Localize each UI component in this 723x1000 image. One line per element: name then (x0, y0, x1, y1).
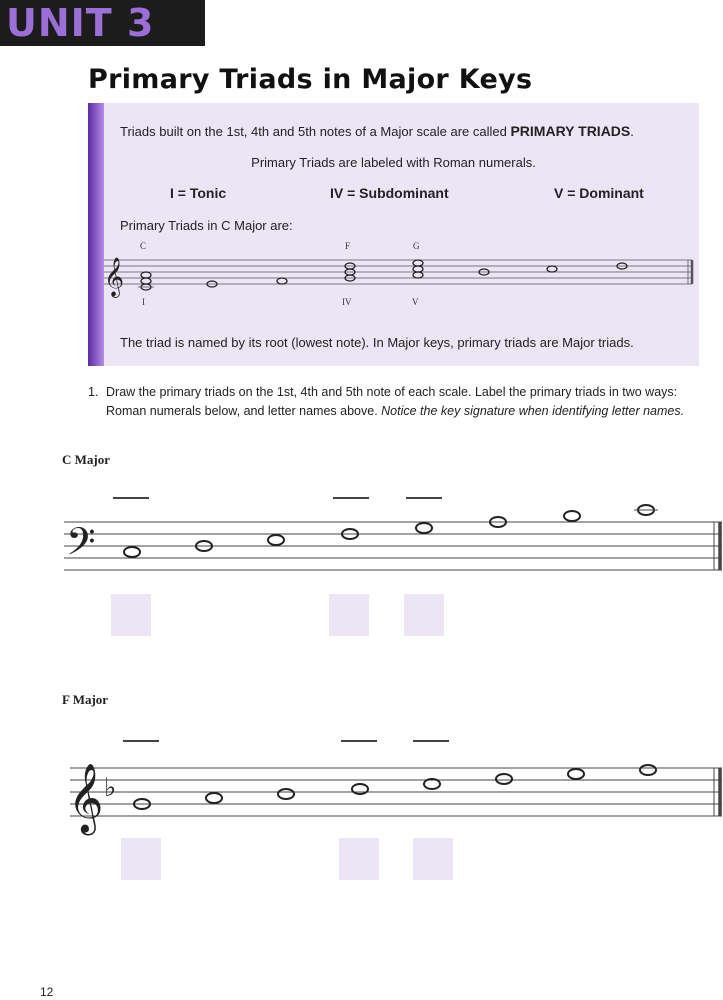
c-major-staff (64, 510, 723, 580)
definition-line (120, 123, 634, 139)
definition-text: Triads built on the 1st, 4th and 5th notes of a Major scale are called (120, 124, 511, 139)
example-staff (104, 250, 696, 298)
numeral-box-1[interactable] (121, 838, 161, 880)
page-title: Primary Triads in Major Keys (88, 64, 533, 95)
treble-clef-icon: 𝄞 (104, 257, 125, 297)
instruction (88, 383, 698, 421)
subdominant-definition: IV = Subdominant (330, 185, 449, 201)
example-letter-g: G (413, 241, 420, 251)
example-numeral-iv: IV (342, 297, 352, 307)
example-letter-c: C (140, 241, 147, 251)
tonic-definition: I = Tonic (170, 185, 227, 201)
numeral-box-4[interactable] (339, 838, 379, 880)
info-box (88, 103, 699, 366)
example-numeral-v: V (412, 297, 419, 307)
definition-period: . (630, 124, 634, 139)
letter-blank-5[interactable] (413, 740, 449, 742)
instruction-text: Draw the primary triads on the 1st, 4th and 5th note of each scale. Label the primary triads in two ways: Roman numerals below, and letter names above. (106, 385, 678, 418)
letter-blank-1[interactable] (123, 740, 159, 742)
letter-blank-4[interactable] (333, 497, 369, 499)
numeral-box-4[interactable] (329, 594, 369, 636)
instruction-note: Notice the key signature when identifying letter names. (381, 404, 685, 418)
roman-numerals-line: Primary Triads are labeled with Roman numerals. (251, 155, 536, 170)
info-box-accent-bar (88, 103, 104, 366)
letter-blank-1[interactable] (113, 497, 149, 499)
letter-blank-5[interactable] (406, 497, 442, 499)
instruction-body (106, 383, 698, 421)
c-major-title: C Major (62, 452, 111, 467)
primary-triads-term: PRIMARY TRIADS (510, 123, 631, 139)
example-letter-f: F (345, 241, 351, 251)
example-numeral-i: I (142, 297, 145, 307)
numeral-box-5[interactable] (413, 838, 453, 880)
bass-clef-icon: 𝄢 (66, 519, 96, 573)
example-intro: Primary Triads in C Major are: (120, 218, 293, 233)
f-major-title: F Major (62, 692, 109, 707)
treble-clef-icon: 𝄞 (68, 763, 104, 833)
flat-sign-icon: ♭ (104, 773, 117, 803)
numeral-box-1[interactable] (111, 594, 151, 636)
f-major-staff (64, 756, 723, 833)
instruction-number: 1. (88, 385, 99, 399)
info-box-footer: The triad is named by its root (lowest note). In Major keys, primary triads are Major triads. (120, 335, 634, 350)
page-number: 12 (40, 985, 54, 999)
unit-label: UNIT 3 (6, 1, 155, 45)
unit-banner (0, 0, 205, 46)
letter-blank-4[interactable] (341, 740, 377, 742)
numeral-box-5[interactable] (404, 594, 444, 636)
dominant-definition: V = Dominant (554, 185, 644, 201)
